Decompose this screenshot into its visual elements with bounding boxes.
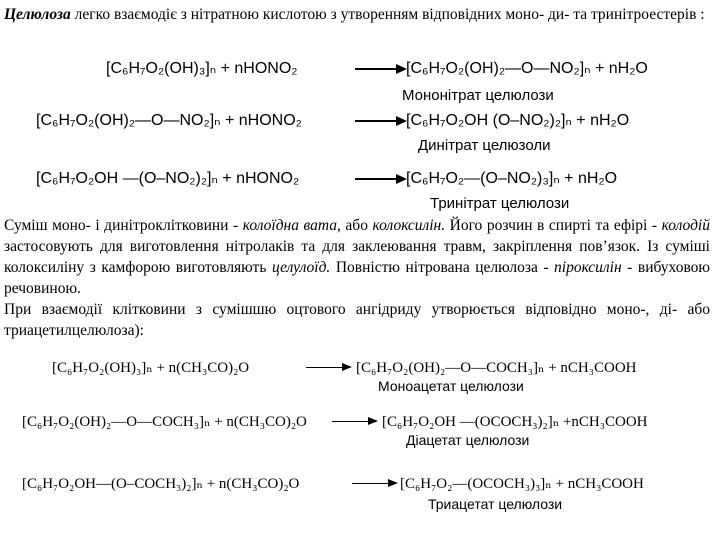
acetylation-products-1: [C₆H₇O₂(OH)₂—O—COCH₃]ₙ + nCH₃COOH	[356, 360, 637, 376]
nitration-reactants-1: [C₆H₇O₂(OH)₃]ₙ + nHONO₂	[106, 60, 298, 77]
acetylation-equation-1	[10, 358, 710, 398]
reaction-arrow	[355, 68, 405, 70]
term-celluloid: целулоїд.	[271, 259, 331, 276]
intro-paragraph	[4, 4, 710, 25]
nitration-products-1: [C₆H₇O₂(OH)₂—O—NO₂]ₙ + nH₂O	[406, 60, 648, 77]
term-collodion-cotton: колоксилін.	[372, 217, 446, 234]
body-paragraph	[4, 215, 710, 341]
acetylation-products-2: [C₆H₇O₂OH —(OCOCH₃)₂]ₙ +nCH₃COOH	[382, 414, 648, 430]
acetylation-equation-2	[10, 412, 710, 452]
body-acetylation-text: При взаємодії клітковини з сумішшю оцтового ангідриду утворюється відповідно моно-, ді- або триацетилцелюлоза):	[4, 301, 710, 339]
reaction-arrow	[306, 367, 350, 368]
intro-text: легко взаємодіє з нітратною кислотою з утворенням відповідних моно- ди- та тринітроестерів :	[70, 6, 705, 23]
nitration-reactants-3: [C₆H₇O₂OH —(O–NO₂)₂]ₙ + nHONO₂	[36, 170, 300, 187]
nitration-reactants-2: [C₆H₇O₂(OH)₂—O—NO₂]ₙ + nHONO₂	[36, 112, 302, 129]
body-text-3: Його розчин в спирті та ефірі -	[445, 217, 662, 234]
nitration-equation-3	[10, 168, 710, 212]
body-text-6: - вибуховою речовиною.	[4, 259, 710, 297]
acetylation-products-3: [C₆H₇O₂—(OCOCH₃)₃]ₙ + nCH₃COOH	[400, 476, 644, 492]
nitration-caption-1: Мононітрат целюлози	[402, 87, 554, 104]
nitration-caption-3: Тринітрат целюлози	[430, 195, 570, 212]
nitration-products-3: [C₆H₇O₂—(O–NO₂)₃]ₙ + nH₂O	[406, 170, 618, 187]
reaction-arrow	[355, 178, 405, 180]
acetylation-reactants-1: [C₆H₇O₂(OH)₃]ₙ + n(CH₃CO)₂O	[52, 360, 250, 376]
acetylation-reactants-2: [C₆H₇O₂(OH)₂—O—COCH₃]ₙ + n(CH₃CO)₂O	[22, 414, 307, 430]
reaction-arrow	[332, 421, 376, 422]
term-colloid-cotton: колоїдна вата,	[242, 217, 341, 234]
body-text-4: застосовують для виготовлення нітролаків та для заклеювання травм, закріплення пов’язок. Із суміші колоксиліну з камфорою виготовляють	[4, 238, 710, 276]
reaction-arrow	[352, 483, 396, 484]
acetylation-caption-2: Діацетат целюлози	[406, 432, 530, 448]
acetylation-caption-3: Триацетат целюлози	[428, 496, 563, 512]
body-text-2: або	[340, 217, 373, 234]
body-text-1: Суміш моно- і динітроклітковини -	[4, 217, 243, 234]
reaction-arrow	[355, 120, 405, 122]
term-pyroxylin: піроксилін	[554, 259, 622, 276]
body-text-5: Повністю нітрована целюлоза -	[330, 259, 555, 276]
nitration-equation-2	[10, 110, 710, 154]
term-collodion: колодій	[661, 217, 710, 234]
acetylation-reactants-3: [C₆H₇O₂OH—(O–COCH₃)₂]ₙ + n(CH₃CO)₂O	[22, 476, 300, 492]
nitration-caption-2: Динітрат целюзоли	[418, 137, 551, 154]
intro-term: Целюлоза	[4, 6, 71, 23]
nitration-equation-1	[10, 58, 710, 104]
acetylation-caption-1: Моноацетат целюлози	[378, 378, 524, 394]
nitration-products-2: [C₆H₇O₂OH (O–NO₂)₂]ₙ + nH₂O	[406, 112, 630, 129]
acetylation-equation-3	[10, 474, 710, 514]
